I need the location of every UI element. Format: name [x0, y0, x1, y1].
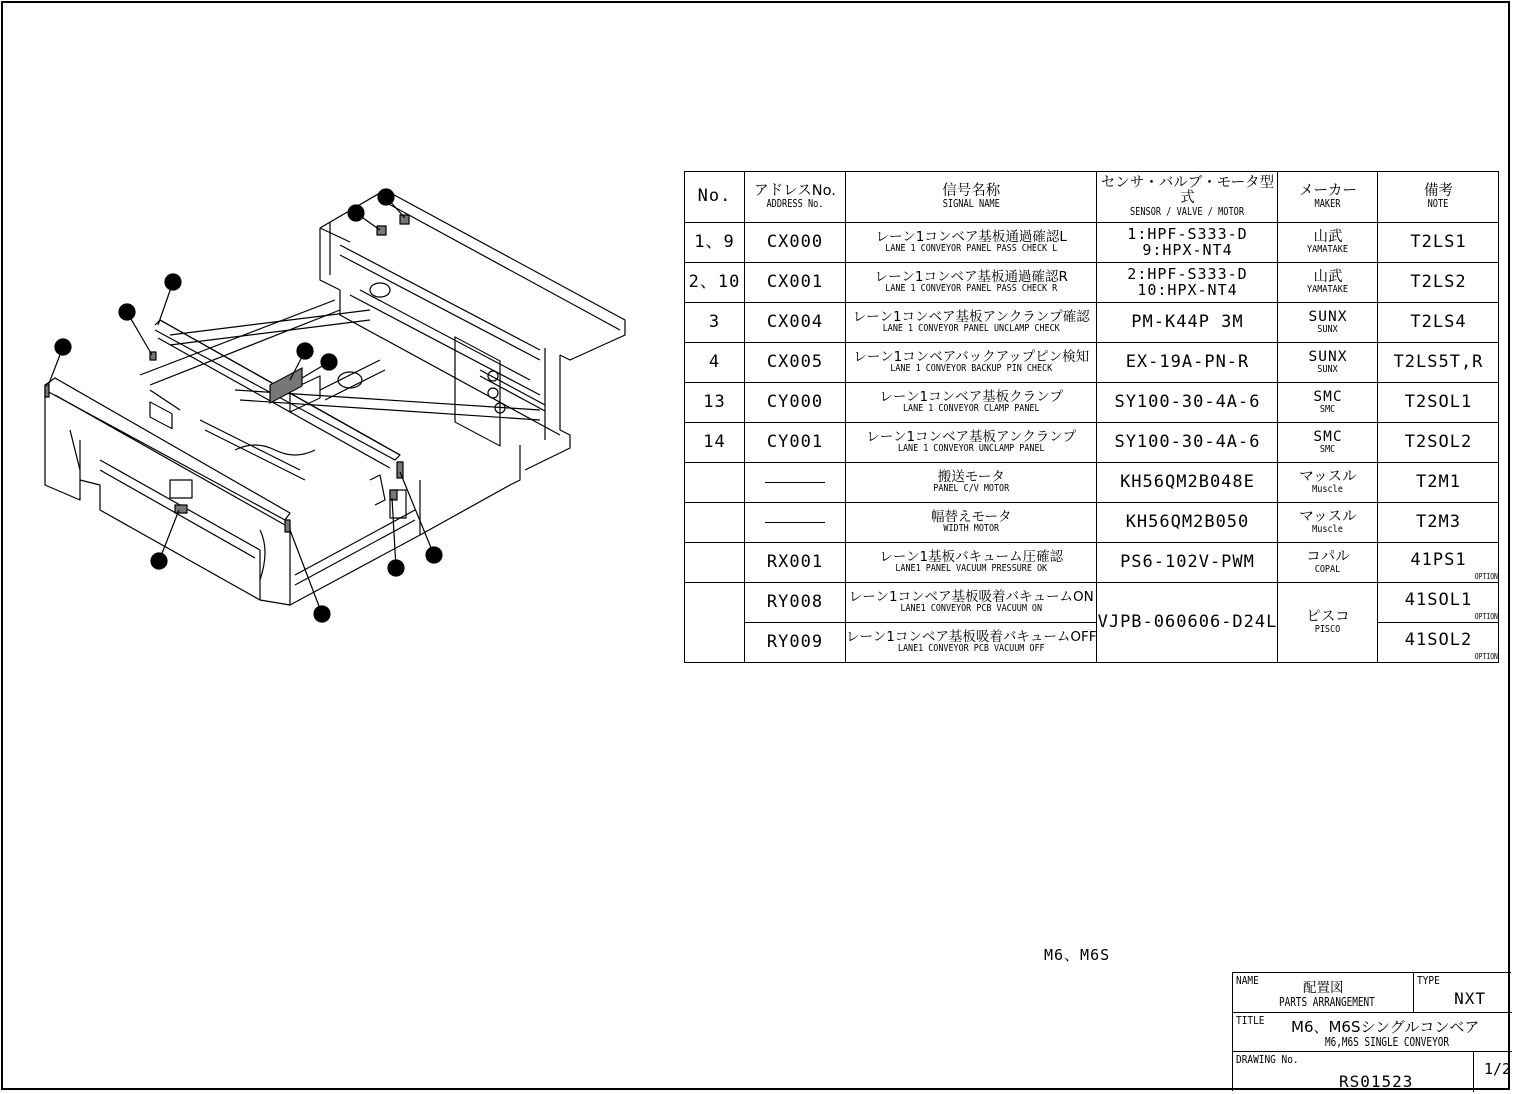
title-block-name: NAME 配置図 PARTS ARRANGEMENT [1233, 973, 1414, 1013]
header-sensor: センサ・バルブ・モータ型式 SENSOR / VALVE / MOTOR [1097, 172, 1278, 223]
parts-table [684, 171, 1499, 663]
header-note: 備考 NOTE [1378, 172, 1499, 223]
header-no: No. [685, 172, 745, 223]
empty-address-dash [765, 522, 825, 523]
inner-mechanism [150, 283, 406, 518]
callout-balloons [48, 189, 442, 622]
table-row: RY008 レーン1コンベア基板吸着バキュームON LANE1 CONVEYOR PCB VACUUM ON VJPB-060606-D24L ピスコ PISCO 41SOL1 OPTION [685, 583, 1499, 623]
table-row: 4 CX005 レーン1コンベアバックアップピン検知 LANE 1 CONVEYOR BACKUP PIN CHECK EX-19A-PN-R SUNX SUNX T2LS5T,R [685, 343, 1499, 383]
table-row: 2、10 CX001 レーン1コンベア基板通過確認R LANE 1 CONVEYOR PANEL PASS CHECK R 2:HPF-S333-D 10:HPX-NT4 山武 YAMATAKE T2LS2 [685, 263, 1499, 303]
title-block-sheet: 1/2 [1484, 1060, 1512, 1078]
table-row: 3 CX004 レーン1コンベア基板アンクランプ確認 LANE 1 CONVEYOR PANEL UNCLAMP CHECK PM-K44P 3M SUNX SUNX T2LS4 [685, 303, 1499, 343]
front-base [45, 390, 520, 605]
table-row: 13 CY000 レーン1コンベア基板クランプ LANE 1 CONVEYOR CLAMP PANEL SY100-30-4A-6 SMC SMC T2SOL1 [685, 383, 1499, 423]
table-header-row [685, 172, 1499, 223]
table-row: 搬送モータ PANEL C/V MOTOR KH56QM2B048E マッスル Muscle T2M1 [685, 463, 1499, 503]
title-block-drawing-number: DRAWING No. RS01523 [1233, 1052, 1474, 1092]
header-address: アドレスNo. ADDRESS No. [745, 172, 846, 223]
table-row: 14 CY001 レーン1コンベア基板アンクランプ LANE 1 CONVEYOR UNCLAMP PANEL SY100-30-4A-6 SMC SMC T2SOL2 [685, 423, 1499, 463]
table-row: RY009 レーン1コンベア基板吸着バキュームOFF LANE1 CONVEYOR PCB VACUUM OFF 41SOL2 OPTION [685, 623, 1499, 663]
title-block [1232, 972, 1511, 1091]
model-label: M6、M6S [1044, 946, 1111, 964]
table-row: RX001 レーン1基板バキューム圧確認 LANE1 PANEL VACUUM PRESSURE OK PS6-102V-PWM コパル COPAL 41PS1 OPTION [685, 543, 1499, 583]
header-signal-name: 信号名称 SIGNAL NAME [846, 172, 1097, 223]
conveyor-rails [45, 300, 540, 525]
conveyor-drawing-svg [40, 180, 640, 630]
title-block-type: TYPE NXT [1414, 973, 1512, 1013]
header-maker: メーカー MAKER [1278, 172, 1378, 223]
table-row: 幅替えモータ WIDTH MOTOR KH56QM2B050 マッスル Muscle T2M3 [685, 503, 1499, 543]
conveyor-isometric-drawing [40, 180, 640, 630]
empty-address-dash [765, 482, 825, 483]
title-block-title: TITLE M6、M6Sシングルコンベア M6,M6S SINGLE CONVEYOR [1233, 1013, 1512, 1052]
table-row: 1、9 CX000 レーン1コンベア基板通過確認L LANE 1 CONVEYOR PANEL PASS CHECK L 1:HPF-S333-D 9:HPX-NT4 山武 YAMATAKE T2LS1 [685, 223, 1499, 263]
rear-frame [320, 190, 625, 470]
